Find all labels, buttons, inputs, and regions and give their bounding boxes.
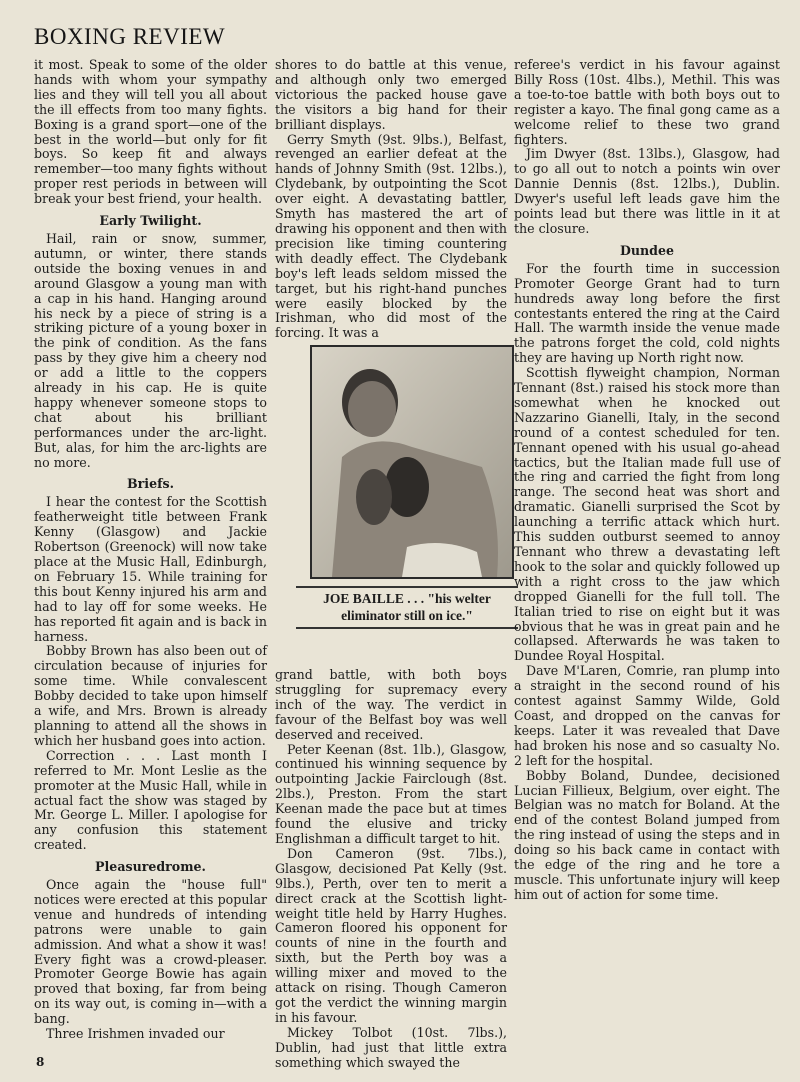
column-right bbox=[514, 58, 780, 903]
section-heading: Briefs. bbox=[127, 476, 174, 492]
boxer-portrait-image bbox=[312, 347, 512, 577]
paragraph: Don Cameron (9st. 7lbs.), Glasgow, decisioned Pat Kelly (9st. 9lbs.), Perth, over ten to merit a direct crack at the Scottish light-weight title held by Harry Hughes. Cameron floored his opponent for counts of nine in the fourth and sixth, but the Perth boy was a willing mixer and moved to the attack on rising. Though Cameron got the verdict the winning margin in his favour. bbox=[275, 845, 507, 1025]
paragraph: I hear the contest for the Scottish featherweight title between Frank Kenny (Glasgow) and Jackie Robertson (Greenock) will now take place at the Music Hall, Edinburgh, on February 15. While training for this bout Kenny injured his arm and had to lay off for some weeks. He has reported fit again and is back in harness. bbox=[34, 494, 267, 644]
photo-caption bbox=[296, 586, 518, 629]
paragraph: For the fourth time in succession Promoter George Grant had to turn hundreds away long before the first contestants entered the ring at the Caird Hall. The warmth inside the venue made the patrons forget the cold, cold nights they are having up North right now. bbox=[514, 260, 780, 366]
paragraph: Bobby Boland, Dundee, decisioned Lucian Fillieux, Belgium, over eight. The Belgian was no match for Boland. At the end of the contest Boland jumped from the ring instead of using the steps and in doing so his back came in contact with the edge of the ring and he tore a muscle. This unfortunate injury will keep him out of action for some time. bbox=[514, 767, 780, 902]
paragraph: referee's verdict in his favour against Billy Ross (10st. 4lbs.), Methil. This was a toe-to-toe battle with both boys out to register a kayo. The final gong came as a welcome relief to these two grand fighters. bbox=[514, 57, 780, 147]
caption-rule-top bbox=[296, 586, 518, 588]
column-middle-top bbox=[275, 58, 507, 341]
paragraph: Gerry Smyth (9st. 9lbs.), Belfast, revenged an earlier defeat at the hands of Johnny Smith (9st. 12lbs.), Clydebank, by outpointing the Scot over eight. A devastating battler, Smyth has mastered the art of drawing his opponent and then with precision like timing countering with deadly effect. The Clydebank boy's left leads seldom missed the target, but his right-hand punches were easily blocked by the Irishman, who did most of the forcing. It was a bbox=[275, 131, 507, 341]
column-middle-bottom bbox=[275, 668, 507, 1070]
paragraph: shores to do battle at this venue, and although only two emerged victorious the packed house gave the visitors a big hand for their brilliant displays. bbox=[275, 57, 507, 132]
paragraph: Mickey Tolbot (10st. 7lbs.), Dublin, had just that little extra something which swayed the bbox=[275, 1024, 507, 1070]
section-heading: Early Twilight. bbox=[99, 213, 202, 229]
section-heading: Pleasuredrome. bbox=[95, 859, 206, 875]
page-header: BOXING REVIEW bbox=[34, 24, 226, 49]
paragraph: Peter Keenan (8st. 1lb.), Glasgow, continued his winning sequence by outpointing Jackie Fairclough (8st. 2lbs.), Preston. From the start Keenan made the pace but at times found the elusive and tricky Englishman a difficult target to hit. bbox=[275, 741, 507, 846]
paragraph: Scottish flyweight champion, Norman Tennant (8st.) raised his stock more than somewhat when he knocked out Nazzarino Gianelli, Italy, in the second round of a contest scheduled for ten. Tennant opened with his usual go-ahead tactics, but the Italian made full use of the ring and carried the fight from long range. The second heat was short and dramatic. Gianelli surprised the Scot by launching a terrific attack which hurt. This sudden outburst seemed to annoy Tennant who threw a devastating left hook to the solar and quickly followed up with a right cross to the jaw which dropped Gianelli for the full toll. The Italian tried to rise on eight but it was obvious that he was in great pain and he collapsed. Afterwards he was taken to Dundee Royal Hospital. bbox=[514, 365, 780, 664]
boxer-photo bbox=[310, 345, 514, 579]
paragraph: Jim Dwyer (8st. 13lbs.), Glasgow, had to go all out to notch a points win over Dannie Dennis (8st. 12lbs.), Dublin. Dwyer's useful left leads gave him the points lead but there was little in it at the closure. bbox=[514, 146, 780, 236]
paragraph: Dave M'Laren, Comrie, ran plump into a straight in the second round of his contest against Sammy Wilde, Gold Coast, and dropped on the canvas for keeps. Later it was revealed that Dave had broken his nose and so casualty No. 2 left for the hospital. bbox=[514, 663, 780, 768]
paragraph: grand battle, with both boys struggling for supremacy every inch of the way. The verdict in favour of the Belfast boy was well deserved and received. bbox=[275, 667, 507, 742]
caption-name: JOE BAILLE . . . bbox=[323, 591, 425, 606]
paragraph: it most. Speak to some of the older hands with whom your sympathy lies and they will tell you all about the ill effects from too many fights. Boxing is a grand sport—one of the best in the world—but only for fit boys. So keep fit and always remember—too many fights without proper rest periods in between will break your best friend, your health. bbox=[34, 57, 267, 207]
caption-rule-bottom bbox=[296, 627, 518, 629]
column-left bbox=[34, 58, 267, 1042]
paragraph: Bobby Brown has also been out of circulation because of injuries for some time. While convalescent Bobby decided to take upon himself a wife, and Mrs. Brown is already planning to attend all the shows in which her husband goes into action. bbox=[34, 643, 267, 748]
paragraph: Once again the "house full" notices were erected at this popular venue and hundreds of intending patrons were unable to gain admission. And what a show it was! Every fight was a crowd-pleaser. Promoter George Bowie has again proved that boxing, far from being on its way out, is coming in—with a bang. bbox=[34, 877, 267, 1027]
caption-quote: "his welter eliminator still on ice." bbox=[341, 591, 491, 623]
section-heading: Dundee bbox=[619, 242, 675, 258]
page-number: 8 bbox=[36, 1055, 45, 1069]
paragraph: Hail, rain or snow, summer, autumn, or winter, there stands outside the boxing venues in and around Glasgow a young man with a cap in his hand. Hanging around his neck by a piece of string is a striking picture of a young boxer in the pink of condition. As the fans pass by they give him a cheery nod or add a little to the coppers already in his cap. He is quite happy whenever someone stops to chat about his brilliant performances under the arc-light. But, alas, for him the arc-lights are no more. bbox=[34, 230, 267, 470]
paragraph: Correction . . . Last month I referred to Mr. Mont Leslie as the promoter at the Music Hall, while in actual fact the show was staged by Mr. George L. Miller. I apologise for any confusion this statement created. bbox=[34, 747, 267, 853]
paragraph: Three Irishmen invaded our bbox=[46, 1026, 225, 1042]
